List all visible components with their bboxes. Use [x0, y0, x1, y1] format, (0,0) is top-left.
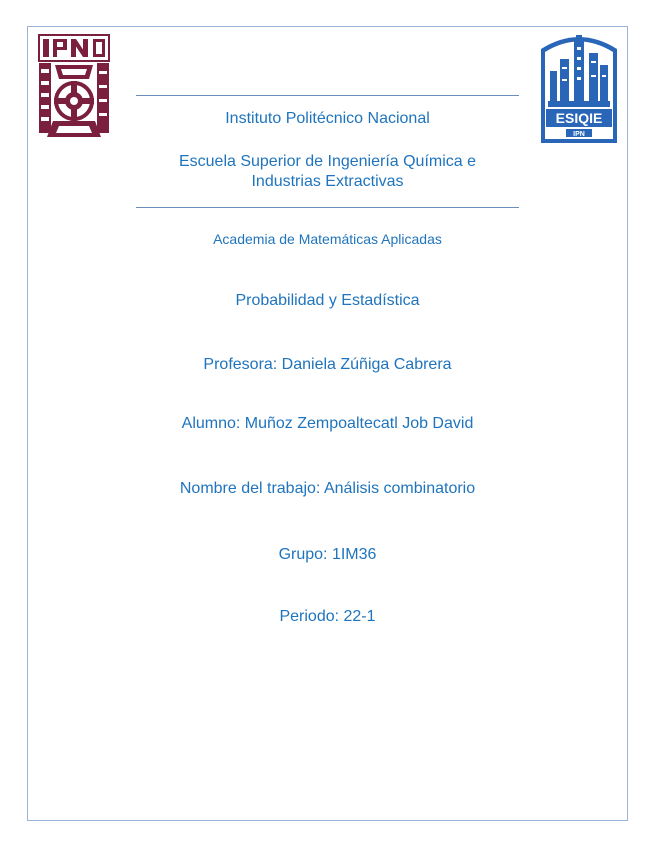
academy-name: Academia de Matemáticas Aplicadas	[213, 231, 442, 247]
school-name-line2: Industrias Extractivas	[251, 173, 404, 190]
header-rule-top	[136, 95, 519, 96]
group-label: Grupo: 1IM36	[278, 546, 377, 563]
esiqie-logo-icon	[538, 31, 620, 145]
period-label: Periodo: 22-1	[279, 608, 376, 625]
esiqie-logo-text: ESIQIE	[555, 110, 603, 126]
course-name: Probabilidad y Estadística	[235, 292, 420, 309]
esiqie-logo-subtext: IPN	[573, 131, 585, 138]
ipn-logo-icon	[35, 33, 113, 143]
institution-name: Instituto Politécnico Nacional	[225, 110, 430, 127]
teacher-name: Profesora: Daniela Zúñiga Cabrera	[203, 356, 452, 373]
header-rule-bottom	[136, 207, 519, 208]
work-title: Nombre del trabajo: Análisis combinatorio	[179, 480, 476, 497]
school-name-line1: Escuela Superior de Ingeniería Química e	[178, 153, 477, 170]
student-name: Alumno: Muñoz Zempoaltecatl Job David	[181, 415, 474, 432]
school-name	[136, 152, 519, 192]
